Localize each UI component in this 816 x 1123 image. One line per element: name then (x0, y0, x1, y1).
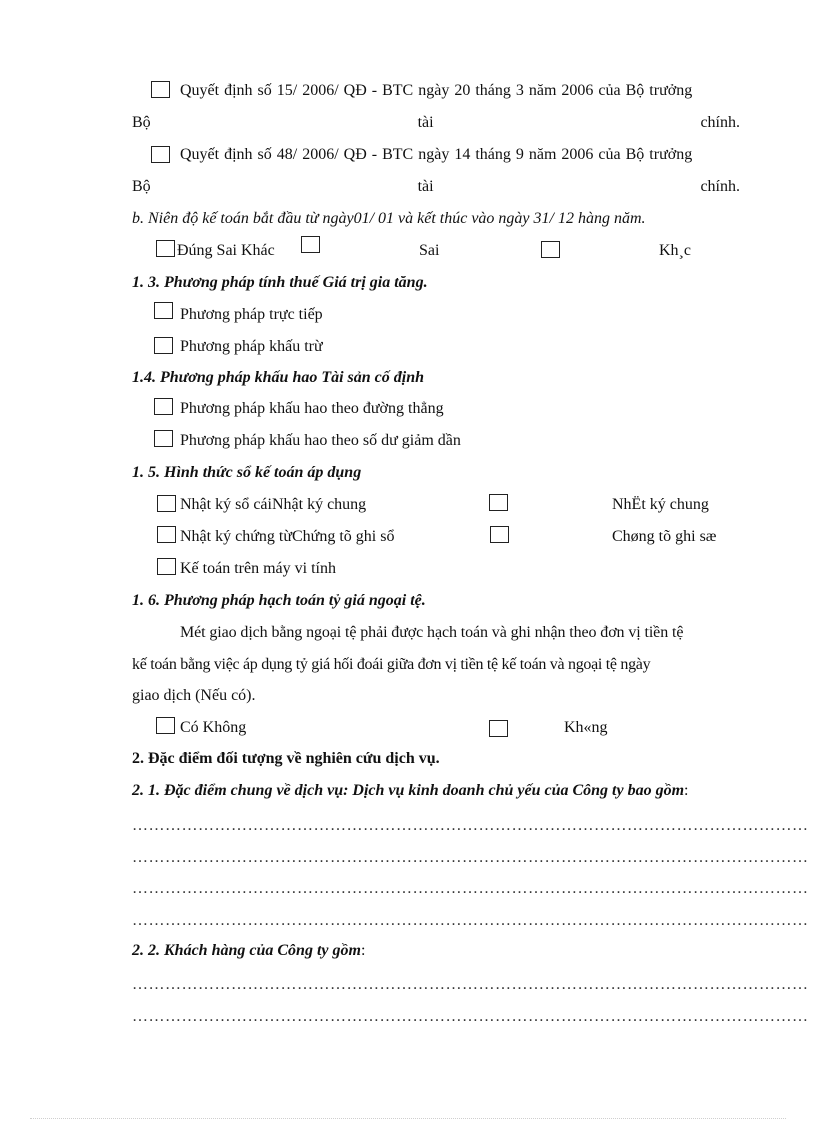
voucher-record-checkbox[interactable] (490, 526, 509, 543)
fiscal-other-checkbox[interactable] (541, 241, 560, 258)
forex-paragraph-line-1: Mét giao dịch bằng ngoại tệ phải được hạch toán và ghi nhận theo đơn vị tiền tệ (180, 624, 684, 641)
section-2-2-title: 2. 2. Khách hàng của Công ty gồm (132, 942, 361, 959)
answer-line-3[interactable]: …………………………………………………………………………………………………………… (132, 880, 809, 897)
decision-15-text: Quyết định số 15/ 2006/ QĐ - BTC ngày 20 tháng 3 năm 2006 của Bộ trưởng (180, 82, 693, 99)
answer-line-2[interactable]: …………………………………………………………………………………………………………… (132, 849, 809, 866)
cont-word: tài (417, 178, 434, 195)
vat-direct-checkbox[interactable] (154, 302, 173, 319)
fiscal-yes-checkbox[interactable] (156, 240, 175, 257)
fiscal-no-label: Sai (419, 242, 440, 259)
customer-line-2[interactable]: …………………………………………………………………………………………………………… (132, 1008, 809, 1025)
voucher-record-label: Chøng tõ ghi sæ (612, 528, 717, 545)
answer-line-4[interactable]: …………………………………………………………………………………………………………… (132, 912, 809, 929)
section-1-5-heading: 1. 5. Hình thức sổ kế toán áp dụng (132, 464, 362, 481)
decision-48-checkbox[interactable] (151, 146, 170, 163)
cont-word: Bộ (132, 178, 151, 195)
journal-voucher-checkbox[interactable] (157, 526, 176, 543)
journal-general-checkbox[interactable] (489, 494, 508, 511)
journal-voucher-label: Nhật ký chứng từChứng tõ ghi sổ (180, 528, 395, 545)
decision-15-continuation (132, 113, 740, 133)
depreciation-straight-checkbox[interactable] (154, 398, 173, 415)
section-1-4-heading: 1.4. Phương pháp khấu hao Tài sản cố định (132, 369, 425, 386)
forex-yes-checkbox[interactable] (156, 717, 175, 734)
fiscal-year-heading: b. Niên độ kế toán bắt đầu từ ngày01/ 01 và kết thúc vào ngày 31/ 12 hàng năm. (132, 210, 646, 227)
section-2-1-colon: : (684, 782, 689, 799)
depreciation-straight-label: Phương pháp khấu hao theo đường thẳng (180, 400, 444, 417)
forex-paragraph-line-2: kế toán bằng việc áp dụng tỷ giá hối đoái giữa đơn vị tiền tệ kế toán và ngoại tệ ngày (132, 656, 651, 673)
fiscal-no-checkbox[interactable] (301, 236, 320, 253)
cont-word: tài (417, 114, 434, 131)
computer-accounting-label: Kế toán trên máy vi tính (180, 560, 336, 577)
section-1-6-heading: 1. 6. Phương pháp hạch toán tỷ giá ngoại tệ. (132, 592, 426, 609)
section-2-1-heading (132, 781, 688, 801)
vat-direct-label: Phương pháp trực tiếp (180, 306, 323, 323)
decision-48-continuation (132, 177, 740, 197)
answer-line-1[interactable]: …………………………………………………………………………………………………………… (132, 817, 809, 834)
decision-15-checkbox[interactable] (151, 81, 170, 98)
forex-yes-label: Có Không (180, 719, 247, 736)
section-2-2-heading (132, 941, 365, 961)
vat-deduct-checkbox[interactable] (154, 337, 173, 354)
forex-no-label: Kh«ng (564, 719, 608, 736)
forex-no-checkbox[interactable] (489, 720, 508, 737)
depreciation-declining-label: Phương pháp khấu hao theo số dư giảm dần (180, 432, 461, 449)
fiscal-other-label: Kh¸c (659, 242, 691, 259)
forex-paragraph-line-3: giao dịch (Nếu có). (132, 687, 256, 704)
fiscal-option-label: Đúng Sai Khác (177, 242, 275, 259)
vat-deduct-label: Phương pháp khấu trừ (180, 338, 323, 355)
cont-word: chính. (700, 114, 740, 131)
decision-48-text: Quyết định số 48/ 2006/ QĐ - BTC ngày 14 tháng 9 năm 2006 của Bộ trưởng (180, 146, 693, 163)
customer-line-1[interactable]: …………………………………………………………………………………………………………… (132, 976, 809, 993)
cont-word: Bộ (132, 114, 151, 131)
section-1-3-heading: 1. 3. Phương pháp tính thuế Giá trị gia tăng. (132, 274, 428, 291)
cont-word: chính. (700, 178, 740, 195)
computer-accounting-checkbox[interactable] (157, 558, 176, 575)
section-2-2-colon: : (360, 942, 366, 959)
page-bottom-divider (30, 1118, 786, 1119)
ledger-general-label: Nhật ký sổ cáiNhật ký chung (180, 496, 367, 513)
depreciation-declining-checkbox[interactable] (154, 430, 173, 447)
ledger-general-checkbox[interactable] (157, 495, 176, 512)
section-2-1-title: 2. 1. Đặc điểm chung về dịch vụ: Dịch vụ kinh doanh chủ yếu của Công ty bao gồm (132, 782, 685, 799)
journal-general-label: NhËt ký chung (612, 496, 709, 513)
section-2-heading: 2. Đặc điểm đối tượng về nghiên cứu dịch vụ. (132, 750, 440, 767)
